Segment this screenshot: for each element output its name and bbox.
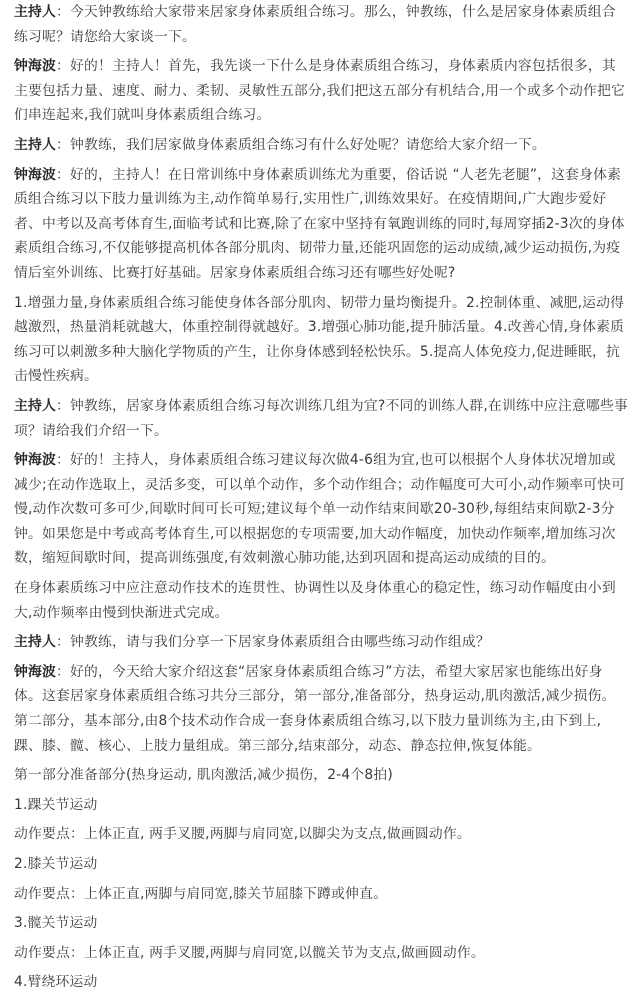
paragraph-text: 4.臂绕环运动 bbox=[14, 974, 98, 991]
speaker-name: 主持人 bbox=[14, 397, 56, 414]
speaker-name: 主持人 bbox=[14, 634, 56, 651]
exercise-points bbox=[14, 882, 628, 907]
exercise-title bbox=[14, 852, 628, 877]
paragraph-text: ：好的，主持人！在日常训练中身体素质训练尤为重要，俗话说 “人老先老腿”，这套身体素质组合练习以下肢力量训练为主,动作简单易行,实用性广,训练效果好。在疫情期间,广大跑步爱好者、中考以及高考体育生,面临考试和比赛,除了在家中坚持有氧跑训练的同时,每周穿插2-3次的身体素质组合练习,不仅能够提高机体各部分肌肉、韧带力量,还能巩固您的运动成绩,减少运动损伤,为疫情后室外训练、比赛打好基础。居家身体素质组合练习还有哪些好处呢? bbox=[14, 166, 625, 281]
paragraph-text: 2.膝关节运动 bbox=[14, 856, 98, 872]
speaker-name: 钟海波 bbox=[14, 58, 56, 75]
paragraph-text: 1.踝关节运动 bbox=[14, 796, 98, 813]
paragraph bbox=[14, 660, 628, 758]
paragraph bbox=[14, 630, 628, 655]
paragraph-text: ：好的！主持人，身体素质组合练习建议每次做4-6组为宜,也可以根据个人身体状况增加或减少;在动作选取上，灵活多变，可以单个动作，多个动作组合；动作幅度可大可小,动作频率可快可慢,动作次数可多可少,间歇时间可长可短;建议每个单一动作结束间歇20-30秒,每组结束间歇2-3分钟。如果您是中考或高考体育生,可以根据您的专项需要,加大动作幅度，加快动作频率,增加练习次数，缩短间歇时间，提高训练强度,有效刺激心肺功能,达到巩固和提高运动成绩的目的。 bbox=[14, 452, 626, 567]
paragraph-text: ：今天钟教练给大家带来居家身体素质组合练习。那么，钟教练，什么是居家身体素质组合练习呢？请您给大家谈一下。 bbox=[14, 4, 616, 45]
speaker-name: 主持人 bbox=[14, 4, 56, 20]
speaker-name: 钟海波 bbox=[14, 663, 56, 680]
paragraph bbox=[14, 0, 628, 49]
speaker-name: 主持人 bbox=[14, 136, 56, 153]
paragraph bbox=[14, 291, 628, 389]
exercise-title bbox=[14, 911, 628, 936]
paragraph bbox=[14, 448, 628, 571]
paragraph-text: 动作要点：上体正直, 两手叉腰,两脚与肩同宽,以脚尖为支点,做画圆动作。 bbox=[14, 826, 471, 843]
paragraph-text: ：钟教练，居家身体素质组合练习每次训练几组为宜?不同的训练人群,在训练中应注意哪些事项？请给我们介绍一下。 bbox=[14, 397, 628, 439]
paragraph bbox=[14, 54, 628, 128]
paragraph bbox=[14, 394, 628, 443]
exercise-title bbox=[14, 970, 628, 995]
exercise-title bbox=[14, 793, 628, 818]
paragraph-text: 3.髋关节运动 bbox=[14, 915, 98, 932]
paragraph-text: 动作要点：上体正直, 两手叉腰,两脚与肩同宽,以髋关节为支点,做画圆动作。 bbox=[14, 944, 485, 961]
speaker-name: 钟海波 bbox=[14, 452, 56, 469]
paragraph bbox=[14, 133, 628, 158]
paragraph-text: ：钟教练，我们居家做身体素质组合练习有什么好处呢？请您给大家介绍一下。 bbox=[56, 136, 546, 153]
paragraph-text: 动作要点：上体正直,两脚与肩同宽,膝关节屈膝下蹲或伸直。 bbox=[14, 885, 388, 902]
exercise-points bbox=[14, 941, 628, 966]
paragraph-text: ：好的，今天给大家介绍这套“居家身体素质组合练习”方法，希望大家居家也能练出好身体。这套居家身体素质组合练习共分三部分，第一部分,准备部分，热身运动,肌肉激活,减少损伤。第二部分，基本部分,由8个技术动作合成一套身体素质组合练习,以下肢力量训练为主,由下到上,踝、膝、髋、核心、上肢力量组成。第三部分,结束部分，动态、静态拉伸,恢复体能。 bbox=[14, 663, 616, 754]
paragraph-text: ：好的！主持人！首先，我先谈一下什么是身体素质组合练习，身体素质内容包括很多，其主要包括力量、速度、耐力、柔韧、灵敏性五部分,我们把这五部分有机结合,用一个或多个动作把它们串连起来,我们就叫身体素质组合练习。 bbox=[14, 58, 626, 124]
exercise-points bbox=[14, 822, 628, 847]
paragraph bbox=[14, 576, 628, 625]
paragraph bbox=[14, 163, 628, 286]
speaker-name: 钟海波 bbox=[14, 166, 56, 183]
paragraph-text: 在身体素质练习中应注意动作技术的连贯性、协调性以及身体重心的稳定性，练习动作幅度由小到大,动作频率由慢到快渐进式完成。 bbox=[14, 580, 616, 621]
paragraph-text: ：钟教练，请与我们分享一下居家身体素质组合由哪些练习动作组成？ bbox=[56, 634, 490, 651]
paragraph-text: 第一部分准备部分(热身运动, 肌肉激活,减少损伤，2-4个8拍) bbox=[14, 767, 393, 784]
section-heading bbox=[14, 763, 628, 788]
paragraph-text: 1.增强力量,身体素质组合练习能使身体各部分肌肉、韧带力量均衡提升。2.控制体重、减肥,运动得越激烈，热量消耗就越大，体重控制得就越好。3.增强心肺功能,提升肺活量。4.改善心情,身体素质练习可以刺激多种大脑化学物质的产生，让你身体感到轻松快乐。5.提高人体免疫力,促进睡眠，抗击慢性疾病。 bbox=[14, 294, 625, 385]
